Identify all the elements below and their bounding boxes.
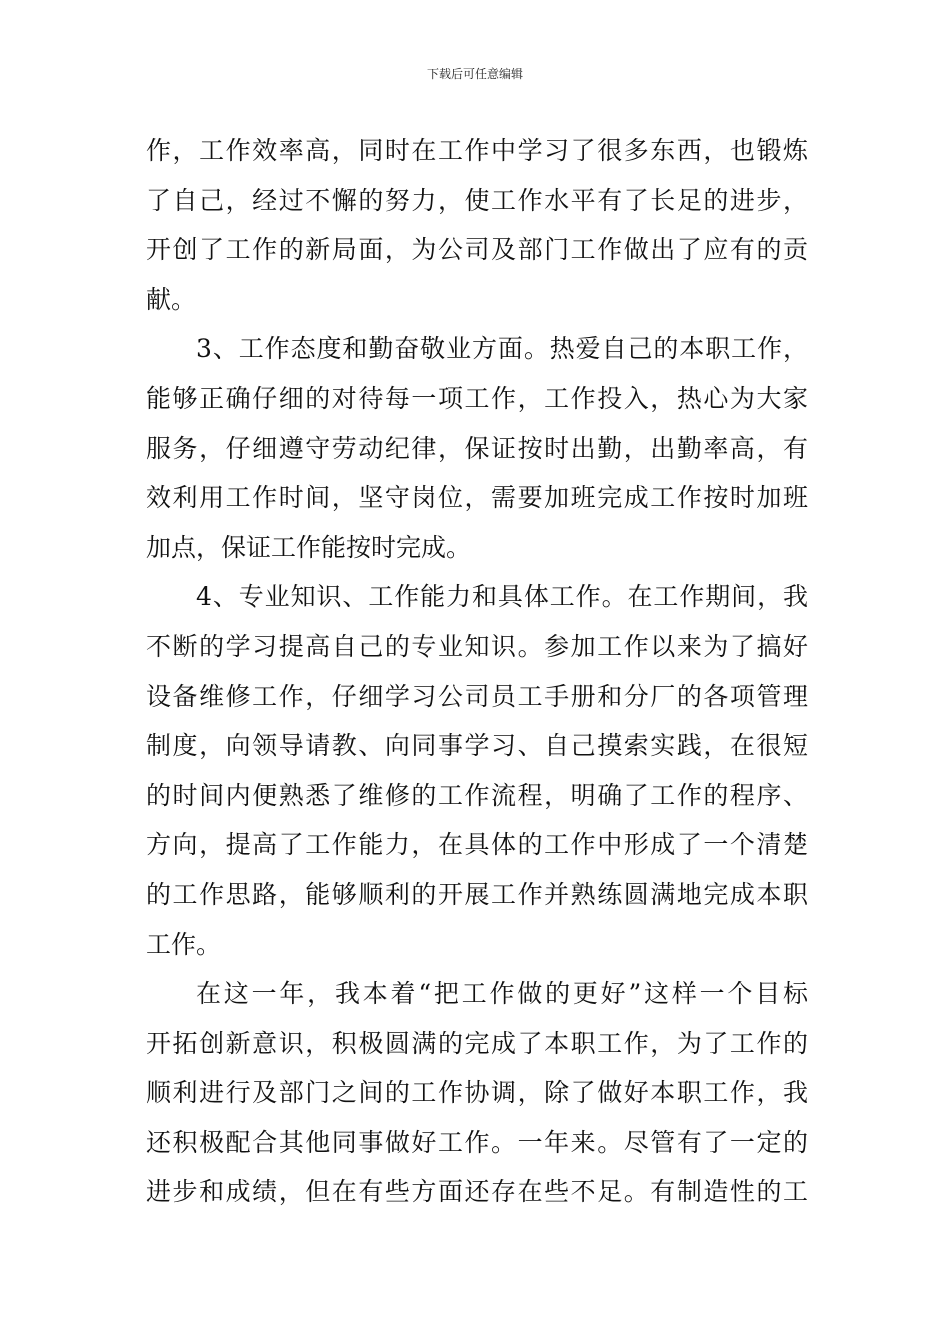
- text-line: 了自己，经过不懈的努力，使工作水平有了长足的进步，: [146, 185, 808, 215]
- text-line: 方向，提高了工作能力，在具体的工作中形成了一个清楚: [146, 830, 808, 860]
- body-text: [146, 126, 808, 1217]
- text-line: 不断的学习提高自己的专业知识。参加工作以来为了搞好: [146, 631, 808, 661]
- paragraph-start-line: 4、专业知识、工作能力和具体工作。在工作期间，我: [196, 582, 808, 612]
- header-note: 下载后可任意编辑: [426, 67, 523, 81]
- text-line: 献。: [146, 284, 197, 314]
- text-line: 效利用工作时间，坚守岗位，需要加班完成工作按时加班: [146, 483, 808, 513]
- text-line: 还积极配合其他同事做好工作。一年来。尽管有了一定的: [146, 1127, 808, 1157]
- paragraph-start-line: 在这一年，我本着“把工作做的更好”这样一个目标: [196, 979, 808, 1009]
- text-line: 顺利进行及部门之间的工作协调，除了做好本职工作，我: [146, 1078, 808, 1108]
- text-line: 服务，仔细遵守劳动纪律，保证按时出勤，出勤率高，有: [146, 433, 808, 463]
- text-line: 开拓创新意识，积极圆满的完成了本职工作，为了工作的: [146, 1028, 808, 1058]
- text-line: 工作。: [146, 929, 222, 959]
- text-line: 能够正确仔细的对待每一项工作，工作投入，热心为大家: [146, 383, 808, 413]
- paragraph-start-line: 3、工作态度和勤奋敬业方面。热爱自己的本职工作，: [196, 334, 808, 364]
- text-line: 作，工作效率高，同时在工作中学习了很多东西，也锻炼: [146, 136, 808, 165]
- text-line: 的工作思路，能够顺利的开展工作并熟练圆满地完成本职: [146, 879, 808, 909]
- text-line: 进步和成绩，但在有些方面还存在些不足。有制造性的工: [146, 1177, 808, 1207]
- text-line: 的时间内便熟悉了维修的工作流程，明确了工作的程序、: [146, 780, 808, 810]
- text-line: 加点，保证工作能按时完成。: [146, 532, 472, 562]
- text-line: 设备维修工作，仔细学习公司员工手册和分厂的各项管理: [146, 681, 808, 711]
- text-line: 开创了工作的新局面，为公司及部门工作做出了应有的贡: [146, 235, 808, 265]
- text-line: 制度，向领导请教、向同事学习、自己摸索实践，在很短: [146, 731, 808, 761]
